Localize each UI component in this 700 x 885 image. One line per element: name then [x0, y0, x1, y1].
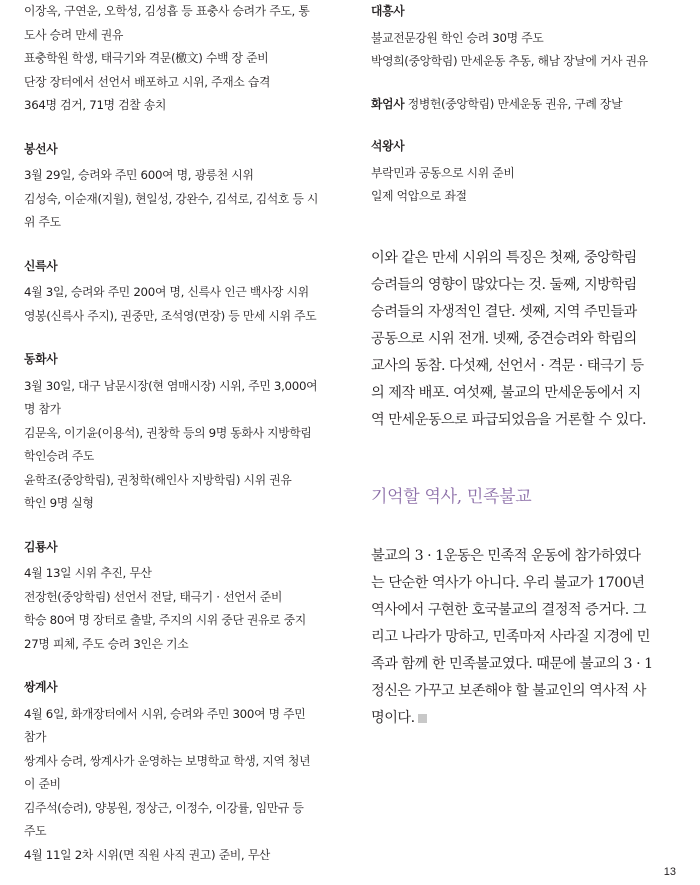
- temple-name: 신륵사: [24, 258, 58, 273]
- text-line: 표충학원 학생, 태극기와 격문(檄文) 수백 장 준비: [24, 51, 269, 65]
- temple-name: 화엄사: [371, 96, 405, 111]
- temple-name: 동화사: [24, 352, 58, 366]
- text-line: 역사에서 구현한 호국불교의 결정적 증거다. 그: [371, 601, 646, 618]
- text-line: 단장 장터에서 선언서 배포하고 시위, 주재소 습격: [24, 74, 271, 89]
- text-line: 박영희(중앙학림) 만세운동 추동, 해남 장날에 거사 권유: [371, 54, 648, 68]
- temple-name: 김룡사: [24, 539, 58, 554]
- text-line: 김성숙, 이순재(지월), 현일성, 강완수, 김석로, 김석호 등 시: [24, 191, 319, 206]
- text-line: 승려들의 자생적인 결단. 셋째, 지역 주민들과: [371, 303, 637, 320]
- text-line: 김문옥, 이기윤(이용석), 권창학 등의 9명 동화사 지방학림: [24, 425, 312, 440]
- text-line: 역 만세운동으로 파급되었음을 거론할 수 있다.: [371, 411, 646, 428]
- text-line: 정신은 가꾸고 보존해야 할 불교인의 역사적 사: [371, 682, 646, 699]
- text-line: 부락민과 공동으로 시위 준비: [371, 165, 515, 180]
- text-line: 김주석(승려), 양봉원, 정상근, 이정수, 이강률, 임만규 등: [24, 800, 304, 815]
- temple-name: 봉선사: [24, 141, 58, 156]
- text-line: 3월 30일, 대구 남문시장(현 염매시장) 시위, 주민 3,000여: [24, 378, 318, 393]
- page-number: 13: [663, 866, 676, 878]
- text-line: 4월 3일, 승려와 주민 200여 명, 신륵사 인근 백사장 시위: [24, 285, 309, 299]
- text-line: 도사 승려 만세 권유: [24, 27, 124, 42]
- text-line: 주도: [24, 824, 47, 838]
- text-line: 영봉(신륵사 주지), 권중만, 조석영(면장) 등 만세 시위 주도: [24, 308, 317, 323]
- text-line: 전장헌(중앙학림) 선언서 전달, 태극기 · 선언서 준비: [24, 589, 283, 604]
- text-line: 쌍계사 승려, 쌍계사가 운영하는 보명학교 학생, 지역 청년: [24, 753, 311, 768]
- ssanggyesa-section: [24, 676, 324, 867]
- text-line: 는 단순한 역사가 아니다. 우리 불교가 1700년: [371, 574, 645, 591]
- text-line: 학승 80여 명 장터로 출발, 주지의 시위 중단 권유로 중지: [24, 613, 306, 627]
- text-line: 참가: [24, 730, 47, 744]
- gimnyongsa-section: [24, 536, 324, 657]
- text-line: 27명 피체, 주도 승려 3인은 기소: [24, 636, 189, 651]
- characteristics-paragraph: [371, 245, 671, 434]
- temple-name: 대흥사: [371, 4, 405, 18]
- text-line: 이장옥, 구연운, 오학성, 김성흡 등 표충사 승려가 주도, 통: [24, 4, 310, 18]
- left-column: [24, 0, 324, 867]
- text-line: 명 참가: [24, 402, 61, 416]
- text-line: 공동으로 시위 전개. 넷째, 중견승려와 학림의: [371, 330, 637, 347]
- end-square-icon: [418, 714, 427, 723]
- text-line: [371, 93, 671, 117]
- text-line: 불교의 3 · 1운동은 민족적 운동에 참가하였다: [371, 547, 641, 564]
- text-line: 이 준비: [24, 777, 61, 791]
- text-line: 의 제작 배포. 여섯째, 불교의 만세운동에서 지: [371, 384, 641, 401]
- text-line: 4월 6일, 화개장터에서 시위, 승려와 주민 300여 명 주민: [24, 706, 306, 721]
- text-line: 족과 함께 한 민족불교였다. 때문에 불교의 3 · 1: [371, 655, 653, 672]
- text-line: 위 주도: [24, 215, 61, 229]
- donghwasa-section: [24, 348, 324, 516]
- temple-name: 쌍계사: [24, 680, 58, 694]
- text-line: 교사의 동참. 다섯째, 선언서 · 격문 · 태극기 등: [371, 357, 644, 374]
- text-line: 학인 9명 실형: [24, 496, 94, 510]
- text-line: 일제 억압으로 좌절: [371, 189, 467, 203]
- section-heading: 기억할 역사, 민족불교: [371, 486, 532, 507]
- silleuksa-section: [24, 255, 324, 329]
- text-line: 리고 나라가 망하고, 민족마저 사라질 지경에 민: [371, 628, 650, 645]
- text-line: 학인승려 주도: [24, 449, 95, 463]
- bongseonsa-section: [24, 138, 324, 235]
- pyochungsa-section: [24, 0, 324, 118]
- text-line: 364명 검거, 71명 검찰 송치: [24, 98, 167, 112]
- daeheungsa-section: [371, 0, 671, 74]
- text-line: 4월 11일 2차 시위(면 직원 사직 권고) 준비, 무산: [24, 847, 271, 862]
- text-line: [371, 705, 671, 732]
- text-line: 이와 같은 만세 시위의 특징은 첫째, 중앙학림: [371, 249, 637, 266]
- text-line: 3월 29일, 승려와 주민 600여 명, 광릉천 시위: [24, 168, 254, 182]
- text-line: 승려들의 영향이 많았다는 것. 둘째, 지방학림: [371, 276, 637, 293]
- last-line-text: 명이다.: [371, 709, 415, 726]
- hwaeomsa-text: 정병헌(중앙학림) 만세운동 권유, 구례 장날: [404, 96, 623, 111]
- right-column: [371, 0, 671, 732]
- text-line: 4월 13일 시위 추진, 무산: [24, 566, 152, 580]
- hwaeomsa-section: [371, 93, 671, 117]
- conclusion-paragraph: [371, 543, 671, 732]
- text-line: 윤학조(중앙학림), 권청학(해인사 지방학림) 시위 권유: [24, 472, 292, 487]
- temple-name: 석왕사: [371, 139, 405, 153]
- seokwangsa-section: [371, 135, 671, 209]
- text-line: 불교전문강원 학인 승려 30명 주도: [371, 30, 544, 45]
